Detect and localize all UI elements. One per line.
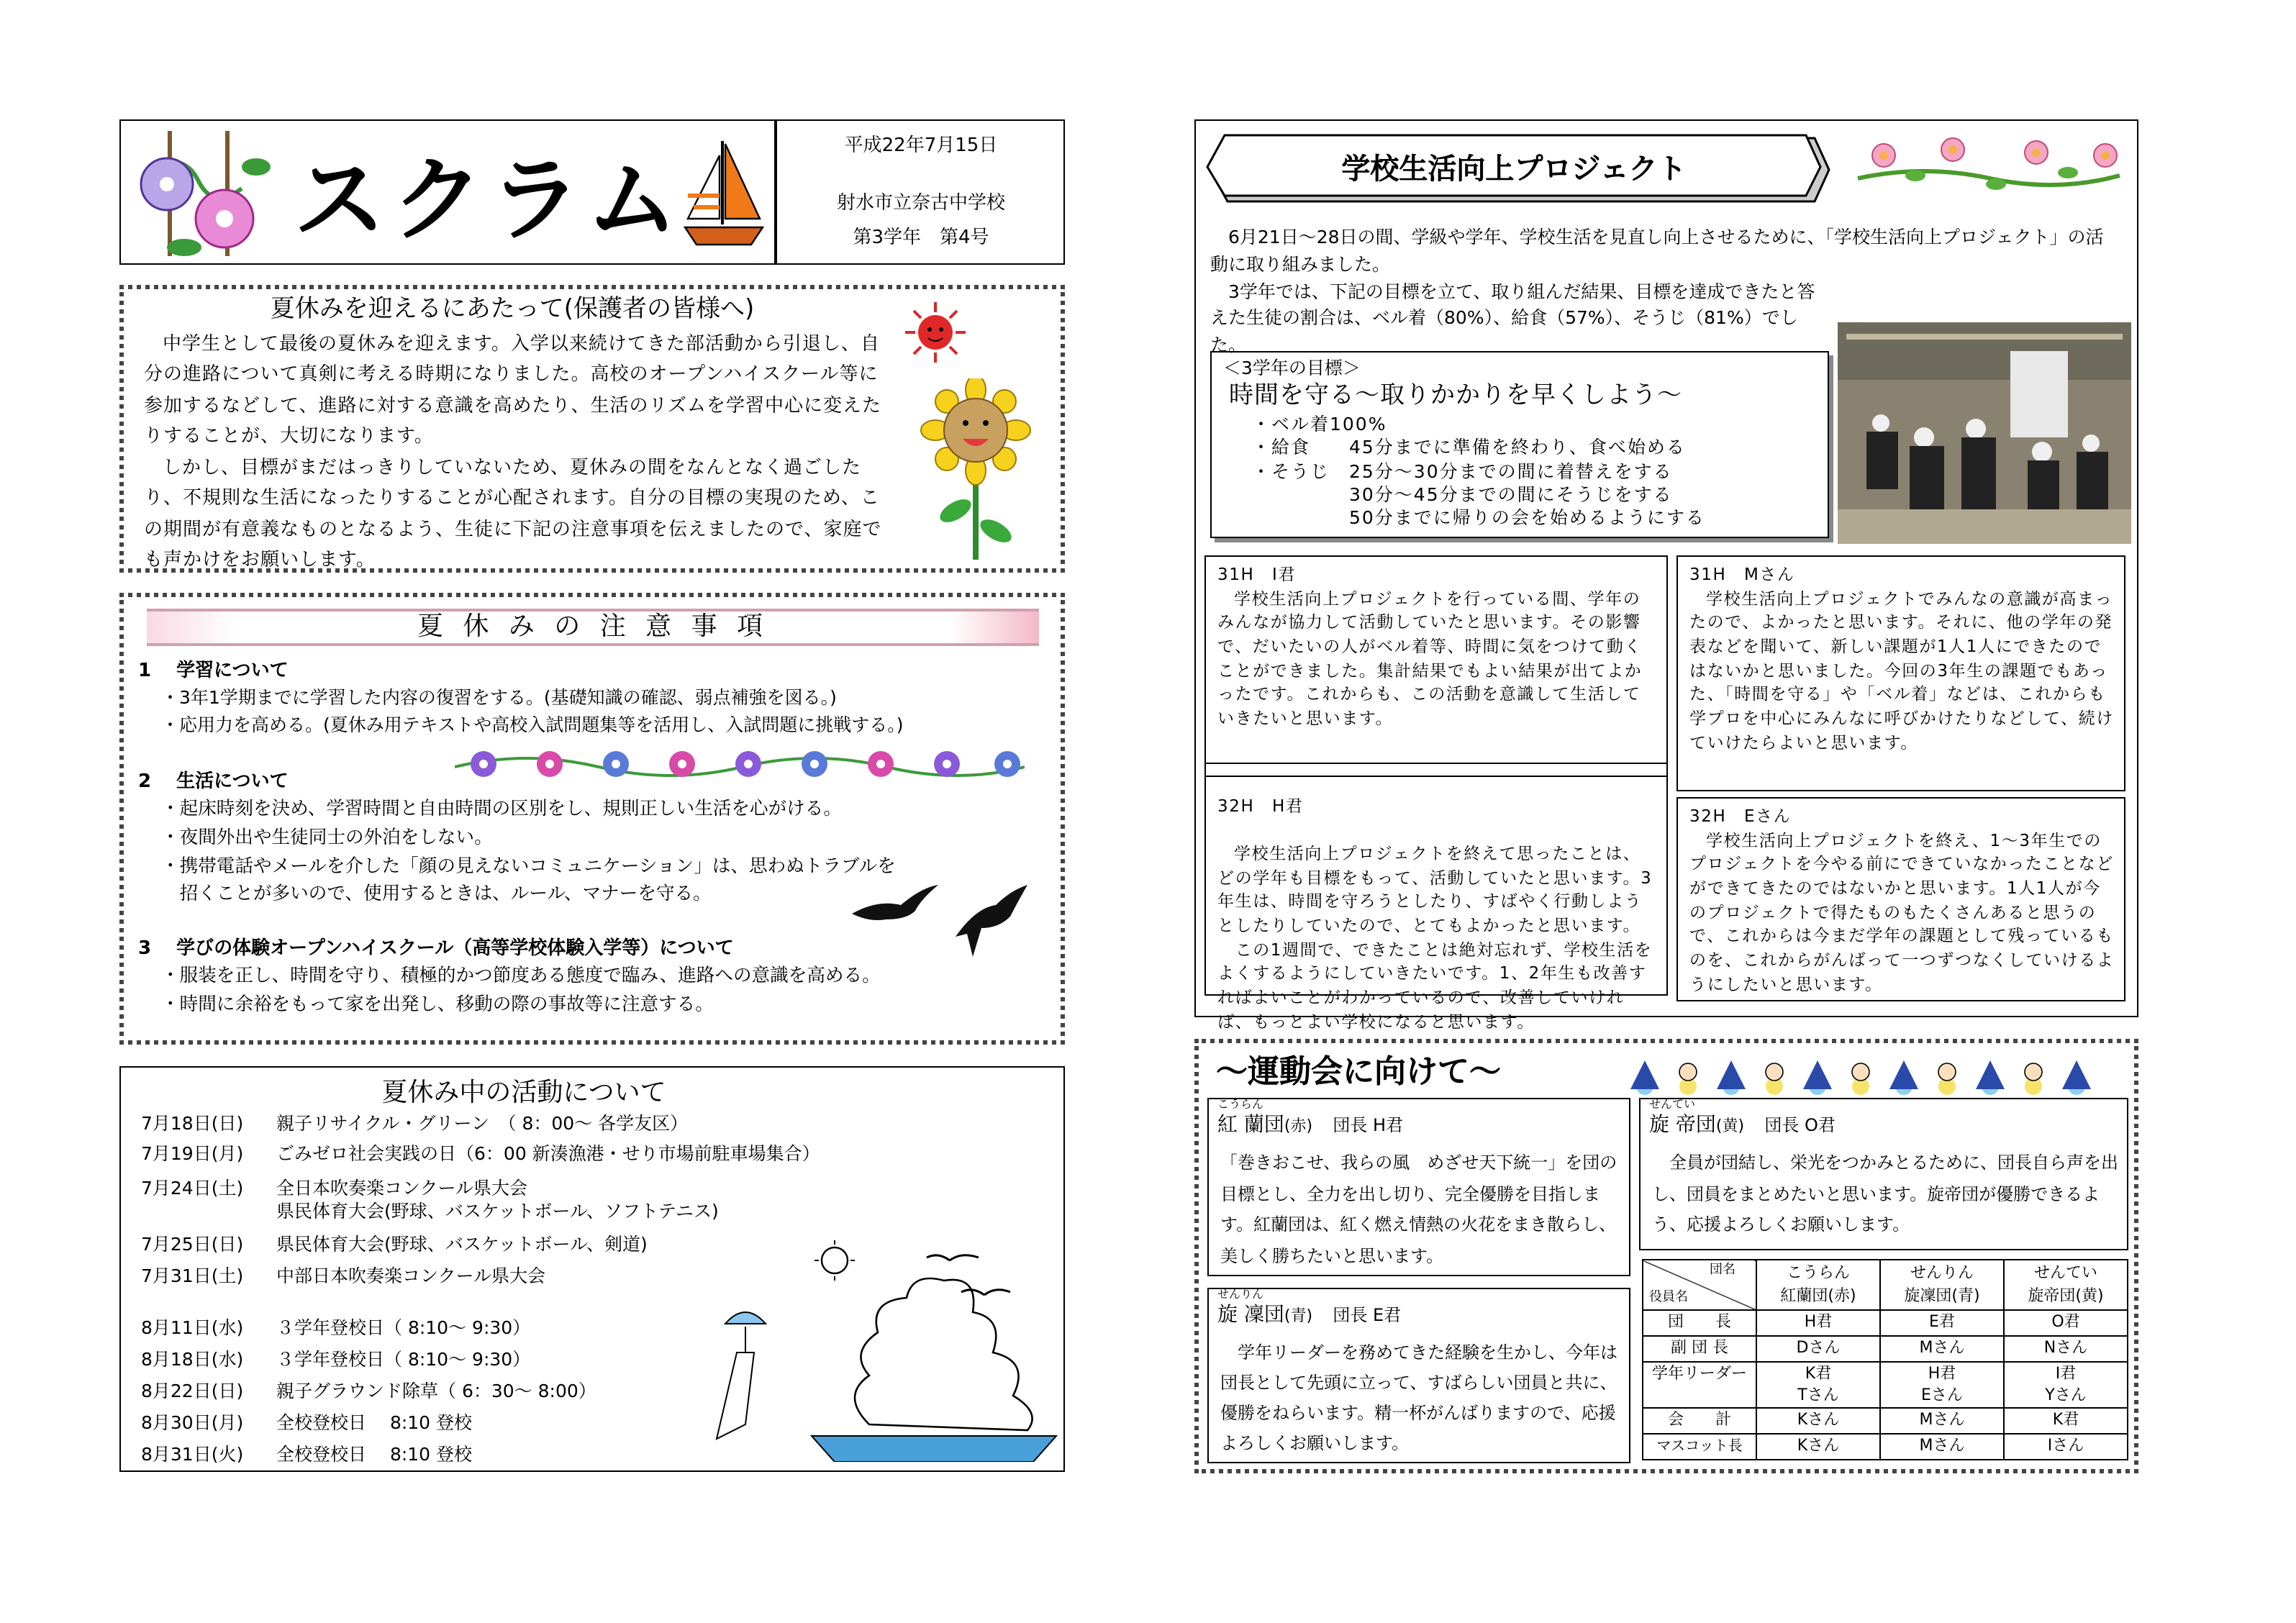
comment-author: 31H I君 [1217, 564, 1296, 584]
table-row: 学年リーダー K君 Tさん H君 Eさん I君 Yさん [1643, 1362, 2128, 1408]
activity-row: 7月18日(日) 親子リサイクル・グリーン （ 8：00～ 各学友区） [141, 1112, 689, 1134]
student-comment [1676, 797, 2125, 1001]
activity-row: 7月31日(土) 中部日本吹奏楽コンクール県大会 [141, 1265, 546, 1286]
grade-goal-box [1210, 351, 1829, 538]
goal-item: 30分～45分までの間にそうじをする [1252, 483, 1673, 505]
sailboat-icon [679, 135, 766, 253]
student-comment [1204, 763, 1668, 1032]
activity-row: 8月18日(水) ３学年登校日（ 8:10～ 9:30） [141, 1348, 531, 1370]
table-row: 会 計 Kさん Mさん K君 [1643, 1408, 2128, 1434]
activities-heading: 夏休み中の活動について [381, 1078, 666, 1108]
notes-item: 招くことが多いので、使用するときは、ルール、マナーを守る。 [161, 883, 712, 906]
notes-item: ・服装を正し、時間を守り、積極的かつ節度ある態度で臨み、進路への意識を高める。 [161, 965, 881, 987]
team-name: 紅 蘭団 [1217, 1114, 1284, 1137]
cheering-characters-icon [1616, 1055, 2114, 1095]
table-header-cell: こうらん 紅蘭団(赤) [1756, 1260, 1880, 1310]
goal-item: ・給食 45分までに準備を終わり、食べ始める [1252, 436, 1686, 458]
team-box [1207, 1098, 1630, 1276]
team-box [1639, 1098, 2128, 1250]
activity-row: 県民体育大会(野球、バスケットボール、ソフトテニス) [276, 1200, 719, 1222]
notes-box [119, 593, 1065, 1045]
table-row: 団 長 H君 E君 O君 [1643, 1310, 2128, 1336]
activity-row: 7月25日(日) 県民体育大会(野球、バスケットボール、剣道) [141, 1233, 648, 1255]
notes-item: ・起床時刻を決め、学習時間と自由時間の区別をし、規則正しい生活を心がける。 [161, 799, 842, 820]
comment-text: 学校生活向上プロジェクトを終えて思ったことは、どの学年も目標をもって、活動していたと思います。3年生は、時間を守ろうとしたり、すばやく行動しようとしたりしていたので、とてもよかったと思います。 この1週間で、できたことは絶対忘れず、学校生活をよくするようにしていきたいです。1、2年生も改善すればよいことがわかっているので、改善していければ、もっとよい学校になると思います。 [1217, 843, 1653, 1032]
team-ruby: こうらん [1217, 1098, 1263, 1111]
goal-label: ＜3学年の目標＞ [1223, 357, 1361, 378]
activity-row: 7月24日(土) 全日本吹奏楽コンクール県大会 [141, 1177, 528, 1199]
table-row: 副 団 長 Dさん Mさん Nさん [1643, 1336, 2128, 1362]
notes-section-3-title: 3 学びの体験オープンハイスクール（高等学校体験入学等）について [138, 938, 734, 960]
team-officers-table [1642, 1259, 2128, 1460]
sun-icon [904, 301, 967, 364]
parents-paragraph-2: しかし、目標がまだはっきりしていないため、夏休みの間をなんとなく過ごしたり、不規則な生活になったりすることが心配されます。自分の目標の実現のため、この期間が有意義なものとなるよう、生徒に下記の注意事項を伝えましたので、家庭でも声かけをお願いします。 [144, 457, 882, 572]
student-comment [1676, 555, 2125, 791]
comment-text: 学校生活向上プロジェクトでみんなの意識が高まったので、よかったと思います。それに、他の学年の発表などを聞いて、新しい課題が1人1人にできたのではないかと思いました。今回の3年生の課題でもあった、「時間を守る」や「ベル着」などは、これからも学プロを中心にみんなに呼びかけたりなどして、続けていけたらよいと思います。 [1689, 588, 2114, 753]
activity-row: 8月30日(月) 全校登校日 8:10 登校 [141, 1411, 473, 1433]
notes-item: ・携帯電話やメールを介した「顔の見えないコミュニケーション」は、思わぬトラブルを [161, 855, 896, 878]
activities-box [119, 1066, 1065, 1472]
notes-section-2-title: 2 生活について [138, 771, 289, 793]
parents-message-box [119, 285, 1065, 573]
header-divider [774, 121, 776, 265]
comment-text: 学校生活向上プロジェクトを行っている間、学年のみんなが協力して活動していたと思います。その影響で、だいたいの人がベル着等、時間に気をつけて動くことができました。集計結果でもよい結果が出てよかったです。これからも、この活動を意識して生活していきたいと思います。 [1217, 588, 1643, 729]
team-leader: 団長 O君 [1764, 1115, 1836, 1135]
notes-item: ・時間に余裕をもって家を出発し、移動の際の事故等に注意する。 [161, 994, 714, 1016]
activity-row: 8月11日(水) ３学年登校日（ 8:10～ 9:30） [141, 1317, 531, 1338]
comment-author: 32H Eさん [1689, 806, 1792, 826]
issue-date: 平成22年7月15日 [844, 135, 998, 157]
swallows-icon [849, 879, 1036, 963]
issue-number: 第3学年 第4号 [853, 227, 989, 249]
activity-row: 8月22日(日) 親子グラウンド除草（ 6：30～ 8:00） [141, 1380, 596, 1401]
school-name: 射水市立奈古中学校 [836, 193, 1005, 214]
team-color: (青) [1284, 1306, 1313, 1325]
sports-festival-box [1194, 1039, 2138, 1473]
goal-list [1252, 413, 1705, 530]
team-leader: 団長 E君 [1333, 1305, 1402, 1325]
notes-item: ・夜間外出や生徒同士の外泊をしない。 [161, 827, 493, 849]
flower-vine-icon [1852, 135, 2125, 201]
comment-author: 31H Mさん [1689, 564, 1795, 584]
summer-clouds-icon [696, 1237, 1062, 1462]
parents-heading: 夏休みを迎えるにあたって(保護者の皆様へ) [270, 295, 755, 324]
table-corner-cell: 団名 役員名 [1643, 1260, 1756, 1310]
goal-item: ・そうじ 25分～30分までの間に着替えをする [1252, 460, 1673, 481]
team-name: 旋 帝団 [1649, 1114, 1716, 1137]
project-heading: 学校生活向上プロジェクト [1341, 151, 1687, 186]
project-box [1194, 119, 2138, 1032]
team-color: (赤) [1284, 1117, 1313, 1135]
table-row: マスコット長 Kさん Mさん Iさん [1643, 1434, 2128, 1460]
parents-paragraph-1: 中学生として最後の夏休みを迎えます。入学以来続けてきた部活動から引退し、自分の進路について真剣に考える時期になりました。高校のオープンハイスクール等に参加するなどして、進路に対する意識を高めたり、生活のリズムを学習中心に変えたりすることが、大切になります。 [144, 334, 881, 448]
parents-body [144, 329, 892, 576]
team-ruby: せんてい [1649, 1098, 1695, 1111]
notes-item: ・応用力を高める。(夏休み用テキストや高校入試問題集等を活用し、入試問題に挑戦する。) [161, 714, 904, 736]
notes-section-3-list [161, 963, 881, 1019]
team-ruby: せんりん [1217, 1288, 1263, 1301]
comment-text: 学校生活向上プロジェクトを終え、1～3年生でのプロジェクトを今やる前にできていなかったことなどができてきたのではないかと思います。1人1人が今のプロジェクトで得たものもたくさんあると思うので、これからは今まだ学年の課題として残っているものを、これからがんばって一つずつなくしていけるようにしたいと思います。 [1689, 829, 2115, 994]
table-header-cell: せんてい 旋帝団(黄) [2004, 1260, 2128, 1310]
team-leader: 団長 H君 [1333, 1115, 1404, 1135]
student-comment [1204, 555, 1668, 777]
goal-item: ・ベル着100% [1252, 413, 1387, 435]
team-message: 全員が団結し、栄光をつかみとるために、団長自ら声を出し、団員をまとめたいと思います。旋帝団が優勝できるよう、応援よろしくお願いします。 [1652, 1153, 2119, 1235]
team-box [1207, 1288, 1630, 1463]
gym-students-photo [1838, 322, 2131, 544]
activity-row: 8月31日(火) 全校登校日 8:10 登校 [141, 1443, 473, 1465]
sunflower-icon [918, 378, 1036, 563]
table-header-cell: せんりん 旋凜団(青) [1880, 1260, 2004, 1310]
team-name: 旋 凜団 [1217, 1304, 1284, 1327]
team-message: 学年リーダーを務めてきた経験を生かし、今年は団長として先頭に立って、すばらしい団員と共に、優勝をねらいます。精一杯がんばりますので、応援よろしくお願いします。 [1220, 1342, 1618, 1453]
team-color: (黄) [1715, 1117, 1745, 1135]
morning-glory-icon [127, 124, 285, 262]
sports-heading: ～運動会に向けて～ [1216, 1055, 1502, 1091]
notes-section-1-title: 1 学習について [138, 660, 289, 682]
header-box [119, 119, 1065, 265]
notes-section-1-list [161, 683, 904, 740]
notes-heading: 夏 休 み の 注 意 事 項 [417, 612, 769, 642]
team-message: 「巻きおこせ、我らの風 めざせ天下統一」を団の目標とし、全力を出し切り、完全優勝を目指します。紅蘭団は、紅く燃え情熱の火花をまき散らし、美しく勝ちたいと思います。 [1220, 1153, 1617, 1266]
goal-item: 50分までに帰りの会を始めるようにする [1252, 506, 1705, 528]
activity-row: 7月19日(月) ごみゼロ社会実践の日（6：00 新湊漁港・せり市場前駐車場集合） [141, 1142, 820, 1164]
project-paragraph-1: 6月21日～28日の間、学級や学年、学校生活を見直し向上させるために、「学校生活向上プロジェクト」の活動に取り組みました。 [1210, 226, 2104, 275]
comment-author: 32H H君 [1217, 795, 1304, 816]
flower-garland-icon [455, 744, 1025, 784]
newsletter-title: スクラム [294, 148, 684, 255]
goal-title: 時間を守る～取りかかりを早くしよう～ [1229, 381, 1682, 410]
project-paragraph-2: 3学年では、下記の目標を立て、取り組んだ結果、目標を達成できたと答えた生徒の割合は、ベル着（80%）、給食（57%）、そうじ（81%）でした。 [1210, 280, 1815, 355]
notes-item: ・3年1学期までに学習した内容の復習をする。(基礎知識の確認、弱点補強を図る。) [161, 686, 837, 708]
notes-section-2-list [161, 796, 896, 910]
